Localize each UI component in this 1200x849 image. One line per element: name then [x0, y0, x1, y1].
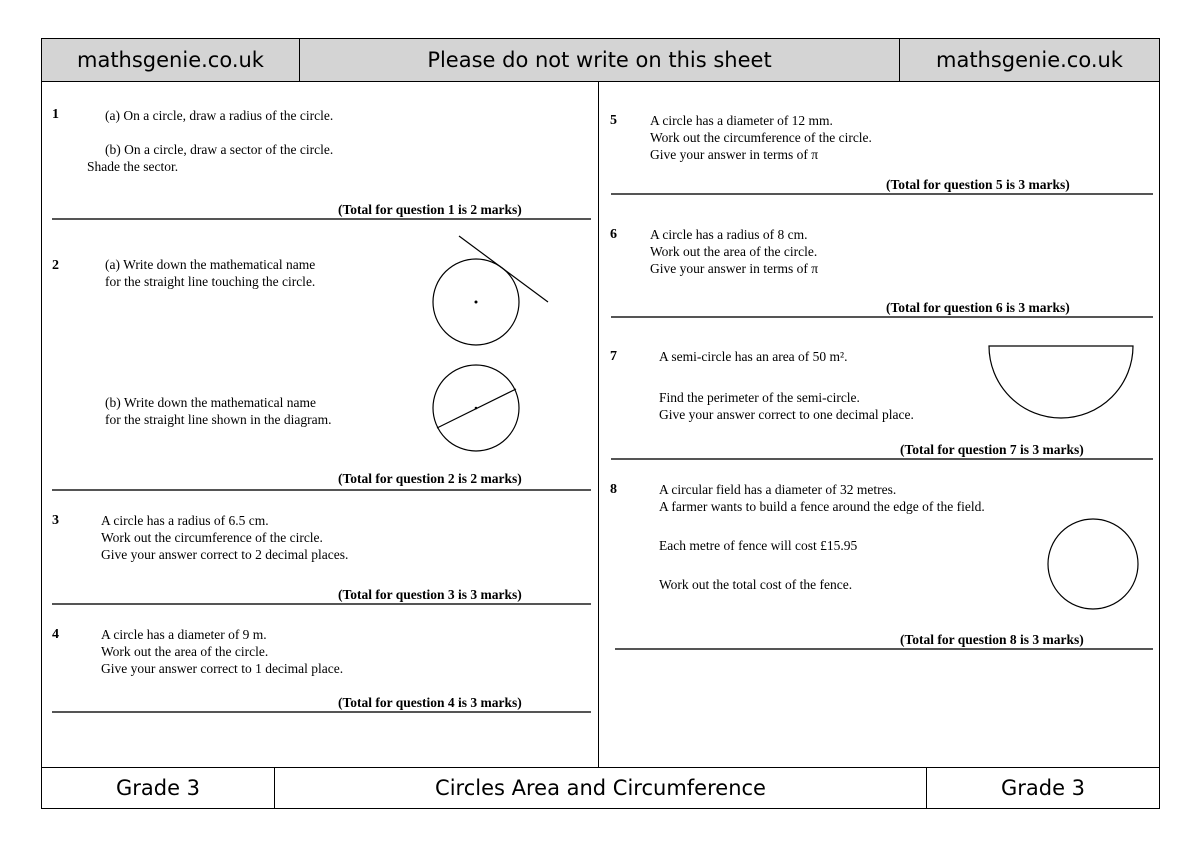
chord-circle-diagram	[430, 362, 522, 454]
question-2-line-b2: for the straight line shown in the diagram.	[105, 412, 332, 427]
question-1-line-c: Shade the sector.	[87, 159, 179, 174]
question-1-line-a: (a) On a circle, draw a radius of the circle.	[105, 108, 334, 123]
header-right-site: mathsgenie.co.uk	[936, 48, 1123, 72]
field-circle-diagram	[1046, 517, 1140, 611]
question-6-total: (Total for question 6 is 3 marks)	[886, 300, 1070, 315]
question-7-rule	[611, 458, 1153, 460]
question-6-line-1: A circle has a radius of 8 cm.	[650, 227, 808, 242]
question-5-line-2: Work out the circumference of the circle.	[650, 130, 872, 145]
question-2-rule	[52, 489, 591, 491]
question-1-rule	[52, 218, 591, 220]
question-6-rule	[611, 316, 1153, 318]
question-4-line-2: Work out the area of the circle.	[101, 644, 269, 659]
question-6-number: 6	[610, 227, 617, 242]
question-6-line-3: Give your answer in terms of π	[650, 261, 819, 276]
question-3-line-1: A circle has a radius of 6.5 cm.	[101, 513, 269, 528]
question-1-total: (Total for question 1 is 2 marks)	[338, 202, 522, 217]
question-3-line-3: Give your answer correct to 2 decimal places.	[101, 547, 349, 562]
header-bar	[42, 39, 1159, 82]
question-7-line-3: Give your answer correct to one decimal place.	[659, 407, 914, 422]
footer-right-grade: Grade 3	[1000, 776, 1086, 800]
question-2-line-b1: (b) Write down the mathematical name	[105, 395, 317, 410]
question-1-line-b: (b) On a circle, draw a sector of the circle.	[105, 142, 334, 157]
question-7-number: 7	[610, 349, 617, 364]
question-2-number: 2	[52, 258, 59, 273]
question-7-total: (Total for question 7 is 3 marks)	[900, 442, 1084, 457]
question-2-total: (Total for question 2 is 2 marks)	[338, 471, 522, 486]
header-notice: Please do not write on this sheet	[300, 39, 900, 81]
footer-left-grade: Grade 3	[42, 768, 275, 808]
question-4-number: 4	[52, 627, 59, 642]
question-5-total: (Total for question 5 is 3 marks)	[886, 177, 1070, 192]
question-3-line-2: Work out the circumference of the circle.	[101, 530, 323, 545]
column-divider	[598, 81, 599, 770]
footer-bar	[42, 767, 1159, 808]
question-8-line-1: A circular field has a diameter of 32 metres.	[659, 482, 897, 497]
question-4-total: (Total for question 4 is 3 marks)	[338, 695, 522, 710]
question-5-number: 5	[610, 113, 617, 128]
question-4-line-3: Give your answer correct to 1 decimal place.	[101, 661, 344, 676]
question-8-line-2: A farmer wants to build a fence around the edge of the field.	[659, 499, 985, 514]
tangent-circle-diagram	[422, 231, 562, 327]
question-8-rule	[615, 648, 1153, 650]
question-2-line-a2: for the straight line touching the circle.	[105, 274, 316, 289]
header-left-site: mathsgenie.co.uk	[42, 39, 300, 81]
footer-topic: Circles Area and Circumference	[275, 768, 927, 808]
question-6-line-2: Work out the area of the circle.	[650, 244, 818, 259]
worksheet	[41, 38, 1160, 809]
question-8-line-3: Each metre of fence will cost £15.95	[659, 538, 858, 553]
question-8-line-4: Work out the total cost of the fence.	[659, 577, 853, 592]
question-5-rule	[611, 193, 1153, 195]
question-3-number: 3	[52, 513, 59, 528]
question-7-line-2: Find the perimeter of the semi-circle.	[659, 390, 860, 405]
question-2-line-a1: (a) Write down the mathematical name	[105, 257, 316, 272]
question-4-rule	[52, 711, 591, 713]
question-5-line-3: Give your answer in terms of π	[650, 147, 819, 162]
semicircle-diagram	[987, 344, 1137, 420]
question-3-total: (Total for question 3 is 3 marks)	[338, 587, 522, 602]
question-3-rule	[52, 603, 591, 605]
question-1-number: 1	[52, 107, 59, 122]
question-8-number: 8	[610, 482, 617, 497]
question-8-total: (Total for question 8 is 3 marks)	[900, 632, 1084, 647]
question-7-line-1: A semi-circle has an area of 50 m².	[659, 349, 848, 364]
question-4-line-1: A circle has a diameter of 9 m.	[101, 627, 267, 642]
question-5-line-1: A circle has a diameter of 12 mm.	[650, 113, 833, 128]
